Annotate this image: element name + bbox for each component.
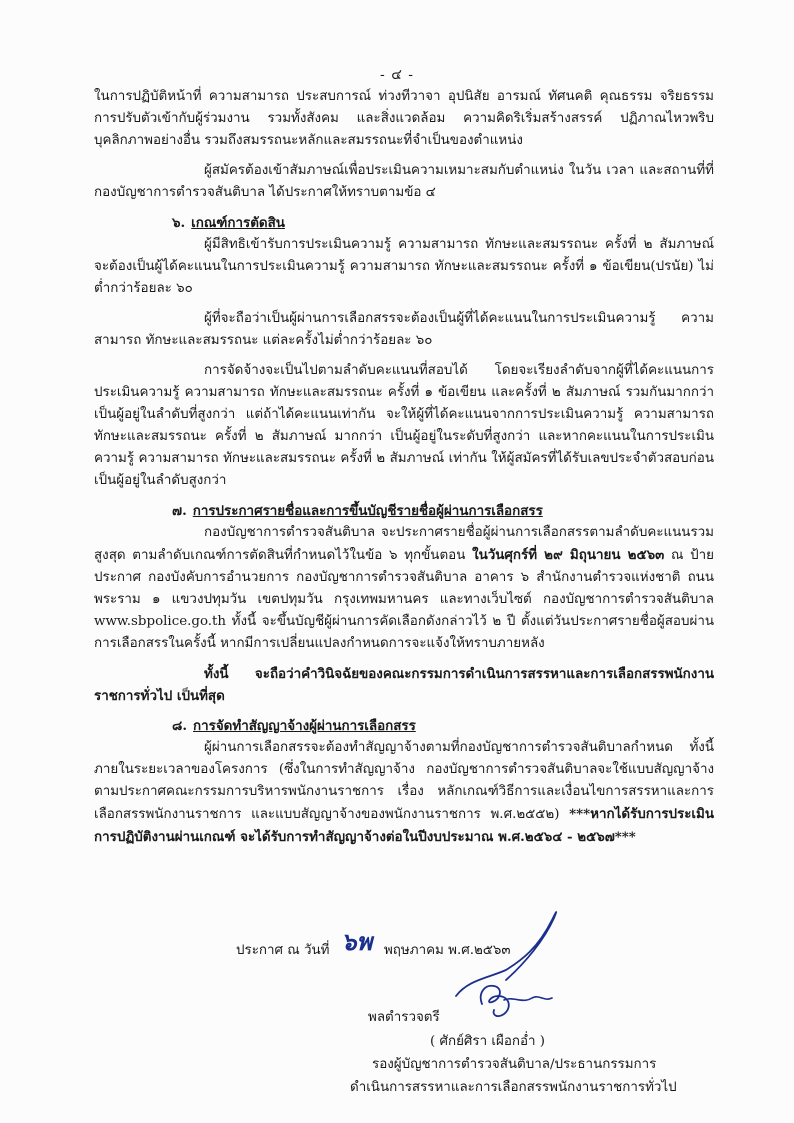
section-7-announce-date: ในวันศุกร์ที่ ๒๙ มิถุนายน ๒๕๖๓	[472, 547, 665, 563]
section-6-paragraph-2: ผู้ที่จะถือว่าเป็นผู้ผ่านการเลือกสรรจะต้องเป็นผู้ที่ได้คะแนนในการประเมินความรู้ ความสามารถ ทักษะและสมรรถนะ แต่ละครั้งไม่ต่ำกว่าร้อยละ ๖๐	[94, 311, 714, 348]
section-7-heading	[94, 500, 714, 522]
signatory-name: ( ศักย์ศิรา เผือกอ่ำ )	[430, 1034, 546, 1049]
document-body	[94, 86, 714, 849]
section-8-heading	[94, 715, 714, 737]
section-8-contract-note: ***หากได้รับการประเมินการปฏิบัติงานผ่านเกณฑ์ จะได้รับการทำสัญญาจ้างต่อในปีงบประมาณ พ.ศ.๒๕๖๔ - ๒๕๖๗***	[94, 806, 714, 845]
section-6-heading	[94, 212, 714, 234]
page-number: - ๔ -	[380, 67, 414, 83]
announce-prefix: ประกาศ ณ วันที่	[236, 943, 330, 958]
interview-paragraph: ผู้สมัครต้องเข้าสัมภาษณ์เพื่อประเมินความเหมาะสมกับตำแหน่ง ในวัน เวลา และสถานที่ที่กองบัญชาการตำรวจสันติบาล ได้ประกาศให้ทราบตามข้อ ๔	[94, 163, 714, 200]
section-7-text-b: ณ ป้ายประกาศ กองบังคับการอำนวยการ กองบัญชาการตำรวจสันติบาล อาคาร ๖ สำนักงานตำรวจแห่งชาติ ถนนพระราม ๑ แขวงปทุมวัน เขตปทุมวัน กรุงเทพมหานคร และทางเว็บไซต์ กองบัญชาการตำรวจสันติบาล www.sbpolice.go.th ทั้งนี้ จะขึ้นบัญชีผู้ผ่านการคัดเลือกดังกล่าวไว้ ๒ ปี ตั้งแต่วันประกาศรายชื่อผู้สอบผ่านการเลือกสรรในครั้งนี้ หากมีการเปลี่ยนแปลงกำหนดการจะแจ้งให้ทราบภายหลัง	[94, 548, 714, 651]
section-7-paragraph-1	[94, 522, 714, 655]
signature-icon	[448, 900, 568, 1030]
section-7-number: ๗.	[172, 503, 187, 519]
signatory-position-1: รองผู้บัญชาการตำรวจสันติบาล/ประธานกรรมการ	[372, 1057, 657, 1072]
announce-suffix: พฤษภาคม พ.ศ.๒๕๖๓	[383, 943, 511, 958]
handwritten-day: ๖พ	[341, 928, 373, 956]
signatory-rank: พลตำรวจตรี	[368, 1010, 440, 1025]
signatory-position-2: ดำเนินการสรรหาและการเลือกสรรพนักงานราชการทั่วไป	[350, 1080, 677, 1095]
section-6-paragraph-1: ผู้มีสิทธิเข้ารับการประเมินความรู้ ความสามารถ ทักษะและสมรรถนะ ครั้งที่ ๒ สัมภาษณ์ จะต้องเป็นผู้ได้คะแนนในการประเมินความรู้ ความสามารถ ทักษะและสมรรถนะ ครั้งที่ ๑ ข้อเขียน(ปรนัย) ไม่ต่ำกว่าร้อยละ ๖๐	[94, 237, 714, 296]
section-7-title: การประกาศรายชื่อและการขึ้นบัญชีรายชื่อผู้ผ่านการเลือกสรร	[192, 503, 543, 519]
section-7-paragraph-2: ทั้งนี้ จะถือว่าคำวินิจฉัยของคณะกรรมการดำเนินการสรรหาและการเลือกสรรพนักงานราชการทั่วไป เป็นที่สุด	[94, 666, 714, 704]
section-7-text-a: กองบัญชาการตำรวจสันติบาล จะประกาศรายชื่อผู้ผ่านการเลือกสรรตามลำดับคะแนนรวมสูงสุด ตามลำดับเกณฑ์การตัดสินที่กำหนดไว้ในข้อ ๖ ทุกขั้นตอน	[94, 525, 714, 563]
section-8-title: การจัดทำสัญญาจ้างผู้ผ่านการเลือกสรร	[193, 718, 416, 734]
section-8-paragraph-1	[94, 737, 714, 849]
section-6-paragraph-3: การจัดจ้างจะเป็นไปตามลำดับคะแนนที่สอบได้ โดยจะเรียงลำดับจากผู้ที่ได้คะแนนการประเมินความรู้ ความสามารถ ทักษะและสมรรถนะ ครั้งที่ ๑ ข้อเขียน และครั้งที่ ๒ สัมภาษณ์ รวมกันมากกว่าเป็นผู้อยู่ในลำดับที่สูงกว่า แต่ถ้าได้คะแนนเท่ากัน จะให้ผู้ที่ได้คะแนนจากการประเมินความรู้ ความสามารถ ทักษะและสมรรถนะ ครั้งที่ ๒ สัมภาษณ์ มากกว่า เป็นผู้อยู่ในระดับที่สูงกว่า และหากคะแนนในการประเมิน ความรู้ ความสามารถ ทักษะและสมรรถนะ ครั้งที่ ๒ สัมภาษณ์ เท่ากัน ให้ผู้สมัครที่ได้รับเลขประจำตัวสอบก่อน เป็นผู้อยู่ในลำดับสูงกว่า	[94, 363, 714, 488]
intro-paragraph: ในการปฏิบัติหน้าที่ ความสามารถ ประสบการณ์ ท่วงทีวาจา อุปนิสัย อารมณ์ ทัศนคติ คุณธรรม จริยธรรม การปรับตัวเข้ากับผู้ร่วมงาน รวมทั้งสังคม และสิ่งแวดล้อม ความคิดริเริ่มสร้างสรรค์ ปฏิภาณไหวพริบ บุคลิกภาพอย่างอื่น รวมถึงสมรรถนะหลักและสมรรถนะที่จำเป็นของตำแหน่ง	[94, 89, 714, 148]
section-6-title: เกณฑ์การตัดสิน	[191, 215, 285, 231]
section-8-number: ๘.	[172, 718, 187, 734]
section-8-text-a: ผู้ผ่านการเลือกสรรจะต้องทำสัญญาจ้างตามที่กองบัญชาการตำรวจสันติบาลกำหนด ทั้งนี้ ภายในระยะเวลาของโครงการ (ซึ่งในการทำสัญญาจ้าง กองบัญชาการตำรวจสันติบาลจะใช้แบบสัญญาจ้าง ตามประกาศคณะกรรมการบริหารพนักงานราชการ เรื่อง หลักเกณฑ์วิธีการและเงื่อนไขการสรรหาและการเลือกสรรพนักงานราชการ และแบบสัญญาจ้างของพนักงานราชการ พ.ศ.๒๕๕๒)	[94, 740, 714, 822]
section-6-number: ๖.	[172, 215, 186, 231]
